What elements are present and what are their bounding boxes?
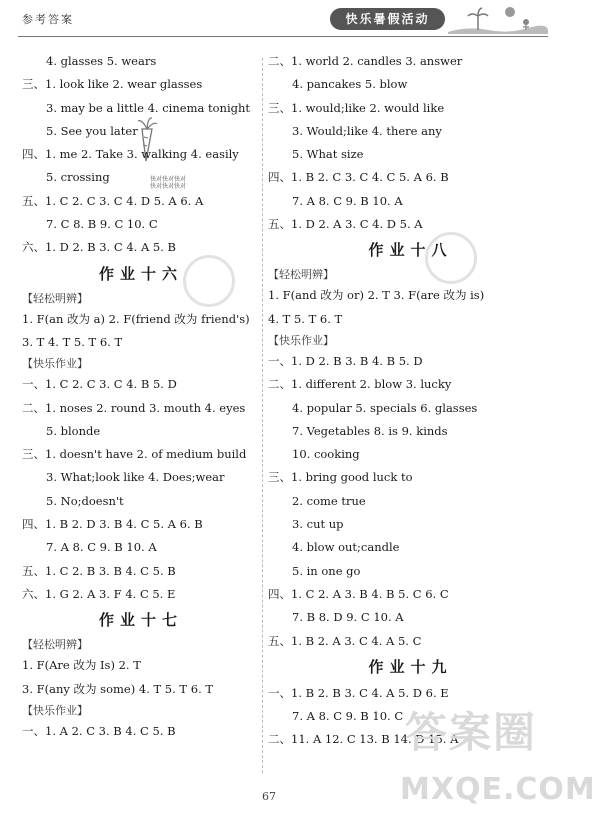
answer-line: 5. crossing — [46, 170, 110, 185]
answer-line: 5. No;doesn't — [46, 493, 124, 508]
section-title: 作业十六 — [98, 264, 183, 283]
answer-line: 5. What size — [292, 147, 364, 162]
subsection-label: 【快乐作业】 — [22, 703, 88, 717]
carrot-label: 快对快对快对 快对快对快对 — [150, 176, 187, 190]
answer-line: 7. B 8. D 9. C 10. A — [292, 610, 404, 625]
answer-line: 一、1. C 2. C 3. C 4. B 5. D — [22, 377, 177, 392]
answer-line: 四、1. C 2. A 3. B 4. B 5. C 6. C — [268, 586, 449, 601]
answer-line: 二、1. noses 2. round 3. mouth 4. eyes — [22, 400, 246, 415]
answer-line: 7. C 8. B 9. C 10. C — [46, 217, 158, 232]
answer-line: 三、1. look like 2. wear glasses — [22, 77, 203, 92]
answer-line: 五、1. C 2. B 3. B 4. C 5. B — [22, 563, 176, 578]
answer-line: 3. cut up — [292, 517, 344, 532]
subsection-label: 【快乐作业】 — [22, 357, 88, 371]
answer-line: 二、11. A 12. C 13. B 14. D 15. A — [268, 732, 459, 747]
answer-line: 五、1. B 2. A 3. C 4. A 5. C — [268, 633, 422, 648]
answer-line: 六、1. D 2. B 3. C 4. A 5. B — [22, 240, 176, 255]
answer-line: 4. T 5. T 6. T — [268, 311, 343, 326]
answer-line: 10. cooking — [292, 447, 360, 462]
answer-line: 5. blonde — [46, 423, 101, 438]
column-divider — [262, 58, 263, 773]
answer-line: 1. F(and 改为 or) 2. T 3. F(are 改为 is) — [268, 288, 485, 303]
section-title: 作业十七 — [98, 611, 183, 630]
answer-line: 一、1. D 2. B 3. B 4. B 5. D — [268, 353, 423, 368]
subsection-label: 【轻松明辨】 — [268, 268, 334, 282]
answer-line: 7. Vegetables 8. is 9. kinds — [292, 423, 448, 438]
header-decoration-icon — [448, 4, 548, 34]
answer-line: 5. in one go — [292, 563, 361, 578]
answer-line: 六、1. G 2. A 3. F 4. C 5. E — [22, 586, 176, 601]
header-section-label: 参考答案 — [22, 13, 74, 26]
answer-line: 4. blow out;candle — [292, 540, 400, 555]
answer-line: 四、1. B 2. D 3. B 4. C 5. A 6. B — [22, 517, 203, 532]
answer-line: 一、1. A 2. C 3. B 4. C 5. B — [22, 723, 176, 738]
page-number: 67 — [262, 790, 276, 803]
answer-line: 一、1. B 2. B 3. C 4. A 5. D 6. E — [268, 685, 449, 700]
answer-line: 3. What;look like 4. Does;wear — [46, 470, 225, 485]
answer-line: 7. A 8. C 9. B 10. A — [292, 193, 403, 208]
answer-line: 三、1. bring good luck to — [268, 470, 413, 485]
answer-line: 1. F(an 改为 a) 2. F(friend 改为 friend's) — [22, 311, 250, 326]
answer-line: 二、1. different 2. blow 3. lucky — [268, 377, 452, 392]
answer-line: 3. F(any 改为 some) 4. T 5. T 6. T — [22, 681, 214, 696]
section-title: 作业十九 — [368, 657, 453, 676]
answer-line: 四、1. me 2. Take 3. walking 4. easily — [22, 147, 239, 162]
answer-line: 4. glasses 5. wears — [46, 54, 157, 68]
right-answer-column — [268, 50, 553, 752]
answer-line: 4. popular 5. specials 6. glasses — [292, 400, 478, 415]
answer-line: 五、1. C 2. C 3. C 4. D 5. A 6. A — [22, 193, 204, 208]
answer-line: 四、1. B 2. C 3. C 4. C 5. A 6. B — [268, 170, 449, 185]
answer-line: 1. F(Are 改为 Is) 2. T — [22, 658, 141, 673]
watermark-url: MXQE.COM — [400, 772, 596, 807]
header-book-title: 快乐暑假活动 — [330, 8, 445, 30]
section-title: 作业十八 — [368, 241, 453, 260]
answer-line: 3. T 4. T 5. T 6. T — [22, 334, 123, 349]
subsection-label: 【快乐作业】 — [268, 333, 334, 347]
answer-line: 五、1. D 2. A 3. C 4. D 5. A — [268, 217, 423, 232]
answer-line: 5. See you later — [46, 123, 138, 138]
header-rule — [18, 36, 548, 37]
answer-line: 3. Would;like 4. there any — [292, 123, 442, 138]
answer-line: 7. A 8. C 9. B 10. C — [292, 709, 404, 724]
left-answer-column — [22, 50, 260, 743]
answer-line: 三、1. doesn't have 2. of medium build — [22, 447, 247, 462]
answer-line: 二、1. world 2. candles 3. answer — [268, 54, 463, 68]
subsection-label: 【轻松明辨】 — [22, 638, 88, 652]
watermark-text: 答案圈 — [405, 708, 538, 757]
answer-line: 4. pancakes 5. blow — [292, 77, 408, 92]
answer-line: 3. may be a little 4. cinema tonight — [46, 100, 251, 115]
answer-line: 三、1. would;like 2. would like — [268, 100, 445, 115]
answer-line: 2. come true — [292, 493, 366, 508]
subsection-label: 【轻松明辨】 — [22, 291, 88, 305]
answer-line: 7. A 8. C 9. B 10. A — [46, 540, 157, 555]
